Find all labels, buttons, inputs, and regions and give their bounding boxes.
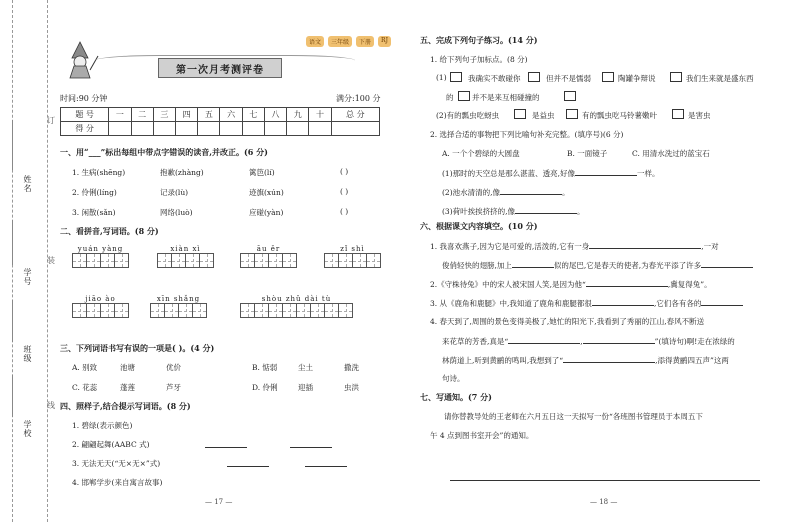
score-table-cell: 题 号 bbox=[61, 108, 109, 122]
s1-word: 3. 闲散(sǎn) bbox=[72, 208, 116, 217]
s1-word: 1. 生病(shēng) bbox=[72, 168, 126, 177]
score-table-score-row bbox=[61, 122, 380, 136]
name-field-line[interactable] bbox=[12, 120, 13, 170]
s3-option-b[interactable]: B. 惦弱 bbox=[252, 363, 278, 372]
pinyin-group bbox=[72, 245, 129, 268]
punct-box[interactable] bbox=[458, 91, 470, 101]
s6-blank[interactable] bbox=[583, 335, 655, 344]
s6-text: 林荫道上,听到黄鹂的鸣叫,我想到了“ bbox=[442, 356, 564, 365]
score-table-cell: 六 bbox=[220, 108, 242, 122]
s6-text: 3. 从《鹿角和鹿腿》中,我知道了鹿角和鹿腿都很 bbox=[430, 299, 592, 308]
full-score-label: 满分:100 分 bbox=[336, 94, 381, 103]
s3-word: 优价 bbox=[166, 363, 181, 372]
edition-badge: RJ bbox=[378, 36, 391, 47]
s5-q2-text: (2)池水清清的,像 bbox=[442, 188, 501, 197]
writing-grid[interactable] bbox=[150, 303, 207, 318]
pinyin-group bbox=[240, 295, 353, 318]
s6-text: 2.《守株待兔》中的宋人被宋国人笑,是因为他“ bbox=[430, 280, 586, 289]
s5-q2-text: 。 bbox=[562, 188, 570, 197]
punct-box[interactable] bbox=[670, 72, 682, 82]
s6-text: 来花草的芳香,真是“ bbox=[442, 337, 509, 346]
s5-q2-text: 一样。 bbox=[637, 169, 660, 178]
score-input-cell[interactable] bbox=[131, 122, 153, 136]
page-title: 第一次月考测评卷 bbox=[158, 58, 282, 78]
class-field-line[interactable] bbox=[12, 300, 13, 342]
s7-paragraph-line: 请你替教导处的王老师在六月五日这一天拟写一份“各班图书管理员于本周五下 bbox=[444, 412, 703, 421]
s1-word: 2. 伶俐(líng) bbox=[72, 188, 117, 197]
score-table-cell: 五 bbox=[198, 108, 220, 122]
s3-option-d[interactable]: D. 伶俐 bbox=[252, 383, 278, 392]
score-input-cell[interactable] bbox=[242, 122, 264, 136]
score-input-cell[interactable] bbox=[220, 122, 242, 136]
writing-grid[interactable] bbox=[324, 253, 381, 268]
s5-q1-fragment: 并不是来互相碰撞的 bbox=[472, 93, 540, 102]
pinyin-group bbox=[72, 295, 129, 318]
s6-line bbox=[442, 259, 753, 271]
s3-option-c[interactable]: C. 花蕊 bbox=[72, 383, 98, 392]
id-field-line[interactable] bbox=[12, 220, 13, 265]
s5-q1-fragment: 是益虫 bbox=[532, 111, 555, 120]
writing-grid[interactable] bbox=[157, 253, 214, 268]
pinyin-group bbox=[240, 245, 297, 268]
score-input-cell[interactable] bbox=[331, 122, 379, 136]
score-table-cell: 总 分 bbox=[331, 108, 379, 122]
pinyin-label: jiāo ào bbox=[85, 295, 116, 303]
s1-word: 抱歉(zhàng) bbox=[160, 168, 204, 177]
s3-word: 池塘 bbox=[120, 363, 135, 372]
s5-q2-text: (3)荷叶挨挨挤挤的,像 bbox=[442, 207, 516, 216]
pinyin-label: shòu zhǔ dài tù bbox=[261, 295, 332, 303]
s6-blank[interactable] bbox=[592, 297, 654, 306]
pinyin-label: xiàn xì bbox=[170, 245, 201, 253]
school-label: 学校 bbox=[23, 420, 32, 438]
s4-answer-line[interactable] bbox=[205, 447, 247, 448]
s3-word: 尘土 bbox=[298, 363, 313, 372]
s5-q2-text: (1)那时的天空总是那么湛蓝、透亮,好像 bbox=[442, 169, 576, 178]
binding-mark: 订 bbox=[47, 116, 55, 125]
s3-options bbox=[72, 362, 392, 402]
punct-box[interactable] bbox=[566, 109, 578, 119]
s6-blank[interactable] bbox=[586, 278, 668, 287]
s3-word: 撒洗 bbox=[344, 363, 359, 372]
time-label: 时间:90 分钟 bbox=[60, 94, 108, 103]
s6-text: 似的尾巴,它是春天的使者,为春光平添了许多 bbox=[553, 261, 702, 270]
section-4-title: 四、照样子,结合提示写词语。(8 分) bbox=[60, 401, 191, 411]
grade-badge: 三年级 bbox=[328, 36, 352, 47]
s5-q2-option: B. 一面镜子 bbox=[567, 149, 608, 158]
s4-item: 1. 碧绿(表示颜色) bbox=[72, 421, 133, 430]
s6-line bbox=[442, 335, 735, 347]
s5-q2-prompt: 2. 选择合适的事物把下列比喻句补充完整。(填序号)(6 分) bbox=[430, 130, 624, 139]
s6-line: 4. 春天到了,周围的景色变得美极了,她忙的阳光下,我看到了秀丽的江山,春风不断送 bbox=[430, 317, 705, 326]
writing-grid[interactable] bbox=[72, 303, 129, 318]
binding-mark: 装 bbox=[47, 256, 55, 265]
section-1-title: 一、用“___”标出每组中带点字错误的读音,并改正。(6 分) bbox=[60, 147, 268, 157]
s6-text: 俊俏轻快的翅膀,加上 bbox=[442, 261, 512, 270]
s5-q2-option: C. 用清水洗过的蓝宝石 bbox=[632, 149, 710, 158]
student-id-label: 学号 bbox=[23, 268, 32, 286]
pinyin-label: āu ěr bbox=[256, 245, 281, 253]
notice-writing-line[interactable] bbox=[450, 480, 760, 481]
page-number-right: — 18 — bbox=[590, 498, 618, 506]
s6-line bbox=[430, 278, 712, 290]
name-label: 姓名 bbox=[23, 175, 32, 193]
writing-grid[interactable] bbox=[72, 253, 129, 268]
s5-q1-fragment: 陶罐争辩说 bbox=[618, 74, 656, 83]
s4-answer-line[interactable] bbox=[305, 466, 347, 467]
s5-q1-fragment: 有的瓢虫吃马铃薯嫩叶 bbox=[582, 111, 657, 120]
s3-word: 芦牙 bbox=[166, 383, 181, 392]
s6-line: 句诗。 bbox=[442, 374, 465, 383]
s5-q2-blank[interactable] bbox=[515, 205, 577, 214]
score-input-cell[interactable] bbox=[287, 122, 309, 136]
punct-box[interactable] bbox=[564, 91, 576, 101]
subject-badge: 语文 bbox=[306, 36, 324, 47]
pinyin-group bbox=[324, 245, 381, 268]
s3-option-a[interactable]: A. 别致 bbox=[72, 363, 98, 372]
punct-box[interactable] bbox=[450, 72, 462, 82]
s6-blank[interactable] bbox=[508, 335, 583, 346]
s5-q1-fragment: 我确实不敢碰你 bbox=[468, 74, 521, 83]
s5-q2-blank[interactable] bbox=[575, 167, 637, 176]
s4-answer-line[interactable] bbox=[227, 466, 269, 467]
writing-grid[interactable] bbox=[240, 253, 297, 268]
s6-text: ,一对 bbox=[701, 242, 719, 251]
punct-box[interactable] bbox=[514, 109, 526, 119]
s5-q1-prompt: 1. 给下列句子加标点。(8 分) bbox=[430, 55, 528, 64]
s4-answer-line[interactable] bbox=[290, 447, 332, 448]
score-input-cell[interactable] bbox=[176, 122, 198, 136]
binding-margin bbox=[0, 0, 55, 522]
punct-box[interactable] bbox=[528, 72, 540, 82]
s6-text: ,它们各有各的 bbox=[653, 299, 702, 308]
s5-q2-sentence bbox=[442, 167, 660, 179]
s1-word: 网络(luò) bbox=[160, 208, 193, 217]
binding-mark: 线 bbox=[47, 401, 55, 410]
s6-blank[interactable] bbox=[701, 259, 753, 268]
score-input-cell[interactable] bbox=[109, 122, 131, 136]
s6-text: ,添得黄鹂四五声”这两 bbox=[655, 356, 729, 365]
score-table bbox=[60, 107, 380, 136]
wizard-mascot-icon bbox=[60, 40, 100, 80]
score-table-cell: 八 bbox=[264, 108, 286, 122]
s6-blank[interactable] bbox=[589, 240, 701, 249]
school-field-line[interactable] bbox=[12, 375, 13, 417]
score-input-cell[interactable] bbox=[264, 122, 286, 136]
s5-q2-sentence bbox=[442, 205, 585, 217]
s4-item: 3. 无法无天(“无×无×”式) bbox=[72, 459, 161, 468]
score-table-cell: 七 bbox=[242, 108, 264, 122]
s5-q2-text: 。 bbox=[577, 207, 585, 216]
s1-answer-paren[interactable]: ( ) bbox=[340, 187, 349, 196]
s3-word: 虫洪 bbox=[344, 383, 359, 392]
s5-q1-fragment: (2)有的瓢虫吃蚜虫 bbox=[436, 111, 500, 120]
s1-word: 记录(lù) bbox=[160, 188, 189, 197]
s5-q1-fragment: 的 bbox=[446, 93, 454, 102]
section-6-title: 六、根据课文内容填空。(10 分) bbox=[420, 221, 538, 231]
pinyin-group bbox=[157, 245, 214, 268]
punct-box[interactable] bbox=[602, 72, 614, 82]
s5-q2-sentence bbox=[442, 186, 570, 198]
term-badge: 下册 bbox=[356, 36, 374, 47]
page-number-left: — 17 — bbox=[205, 498, 233, 506]
s6-line bbox=[442, 354, 729, 366]
s5-q1-fragment: 我们生来就是盛东西 bbox=[686, 74, 754, 83]
s1-answer-paren[interactable]: ( ) bbox=[340, 207, 349, 216]
s6-text: , bbox=[580, 337, 583, 346]
pinyin-label: zǐ shì bbox=[340, 245, 365, 253]
s1-answer-paren[interactable]: ( ) bbox=[340, 167, 349, 176]
s6-line bbox=[430, 297, 743, 309]
score-table-cell: 二 bbox=[131, 108, 153, 122]
score-input-cell[interactable] bbox=[153, 122, 175, 136]
s6-line bbox=[430, 240, 719, 252]
s5-q1-fragment: 是害虫 bbox=[688, 111, 711, 120]
s1-word: 迹旗(xún) bbox=[249, 188, 284, 197]
score-input-cell[interactable] bbox=[198, 122, 220, 136]
s7-paragraph-line: 午 4 点到图书室开会”的通知。 bbox=[430, 431, 534, 440]
s6-blank[interactable] bbox=[701, 297, 743, 306]
writing-grid[interactable] bbox=[240, 303, 353, 318]
s5-q2-option: A. 一个个碧绿的大圆盘 bbox=[442, 149, 520, 158]
score-table-cell: 九 bbox=[287, 108, 309, 122]
score-table-header-row bbox=[61, 108, 380, 122]
s6-text: ,冀复得兔”。 bbox=[667, 280, 712, 289]
score-input-cell[interactable] bbox=[309, 122, 331, 136]
section-2-title: 二、看拼音,写词语。(8 分) bbox=[60, 226, 159, 236]
pinyin-label: yuán yàng bbox=[77, 245, 124, 253]
s3-word: 蓬莲 bbox=[120, 383, 135, 392]
s6-blank[interactable] bbox=[563, 354, 655, 363]
section-3-title: 三、下列词语书写有误的一项是( )。(4 分) bbox=[60, 343, 215, 353]
s1-word: 应碰(yàn) bbox=[249, 208, 284, 217]
score-table-cell: 三 bbox=[153, 108, 175, 122]
s5-q1-num: (1) bbox=[436, 73, 447, 82]
score-table-cell: 四 bbox=[176, 108, 198, 122]
section-5-title: 五、完成下列句子练习。(14 分) bbox=[420, 35, 538, 45]
score-table-cell: 十 bbox=[309, 108, 331, 122]
pinyin-label: xīn shǎng bbox=[156, 295, 201, 303]
s1-word: 篱笆(lí) bbox=[249, 168, 275, 177]
s5-q2-blank[interactable] bbox=[500, 186, 562, 195]
s5-q1-fragment: 但并不是懦弱 bbox=[546, 74, 591, 83]
pinyin-group bbox=[150, 295, 207, 318]
score-table-cell: 一 bbox=[109, 108, 131, 122]
s6-text: 1. 我喜欢燕子,因为它是可爱的,活泼的,它有一身 bbox=[430, 242, 590, 251]
punct-box[interactable] bbox=[672, 109, 684, 119]
s6-text: ”(填诗句)啊!走在浓绿的 bbox=[654, 337, 735, 346]
score-row-label: 得 分 bbox=[61, 122, 109, 136]
s3-word: 迎插 bbox=[298, 383, 313, 392]
s6-blank[interactable] bbox=[512, 259, 554, 268]
s4-item: 2. 翩翩起舞(AABC 式) bbox=[72, 440, 150, 449]
class-label: 班级 bbox=[23, 345, 32, 363]
s4-item: 4. 邯郸学步(来自寓言故事) bbox=[72, 478, 163, 487]
section-7-title: 七、写通知。(7 分) bbox=[420, 392, 492, 402]
grade-badges bbox=[306, 36, 391, 47]
